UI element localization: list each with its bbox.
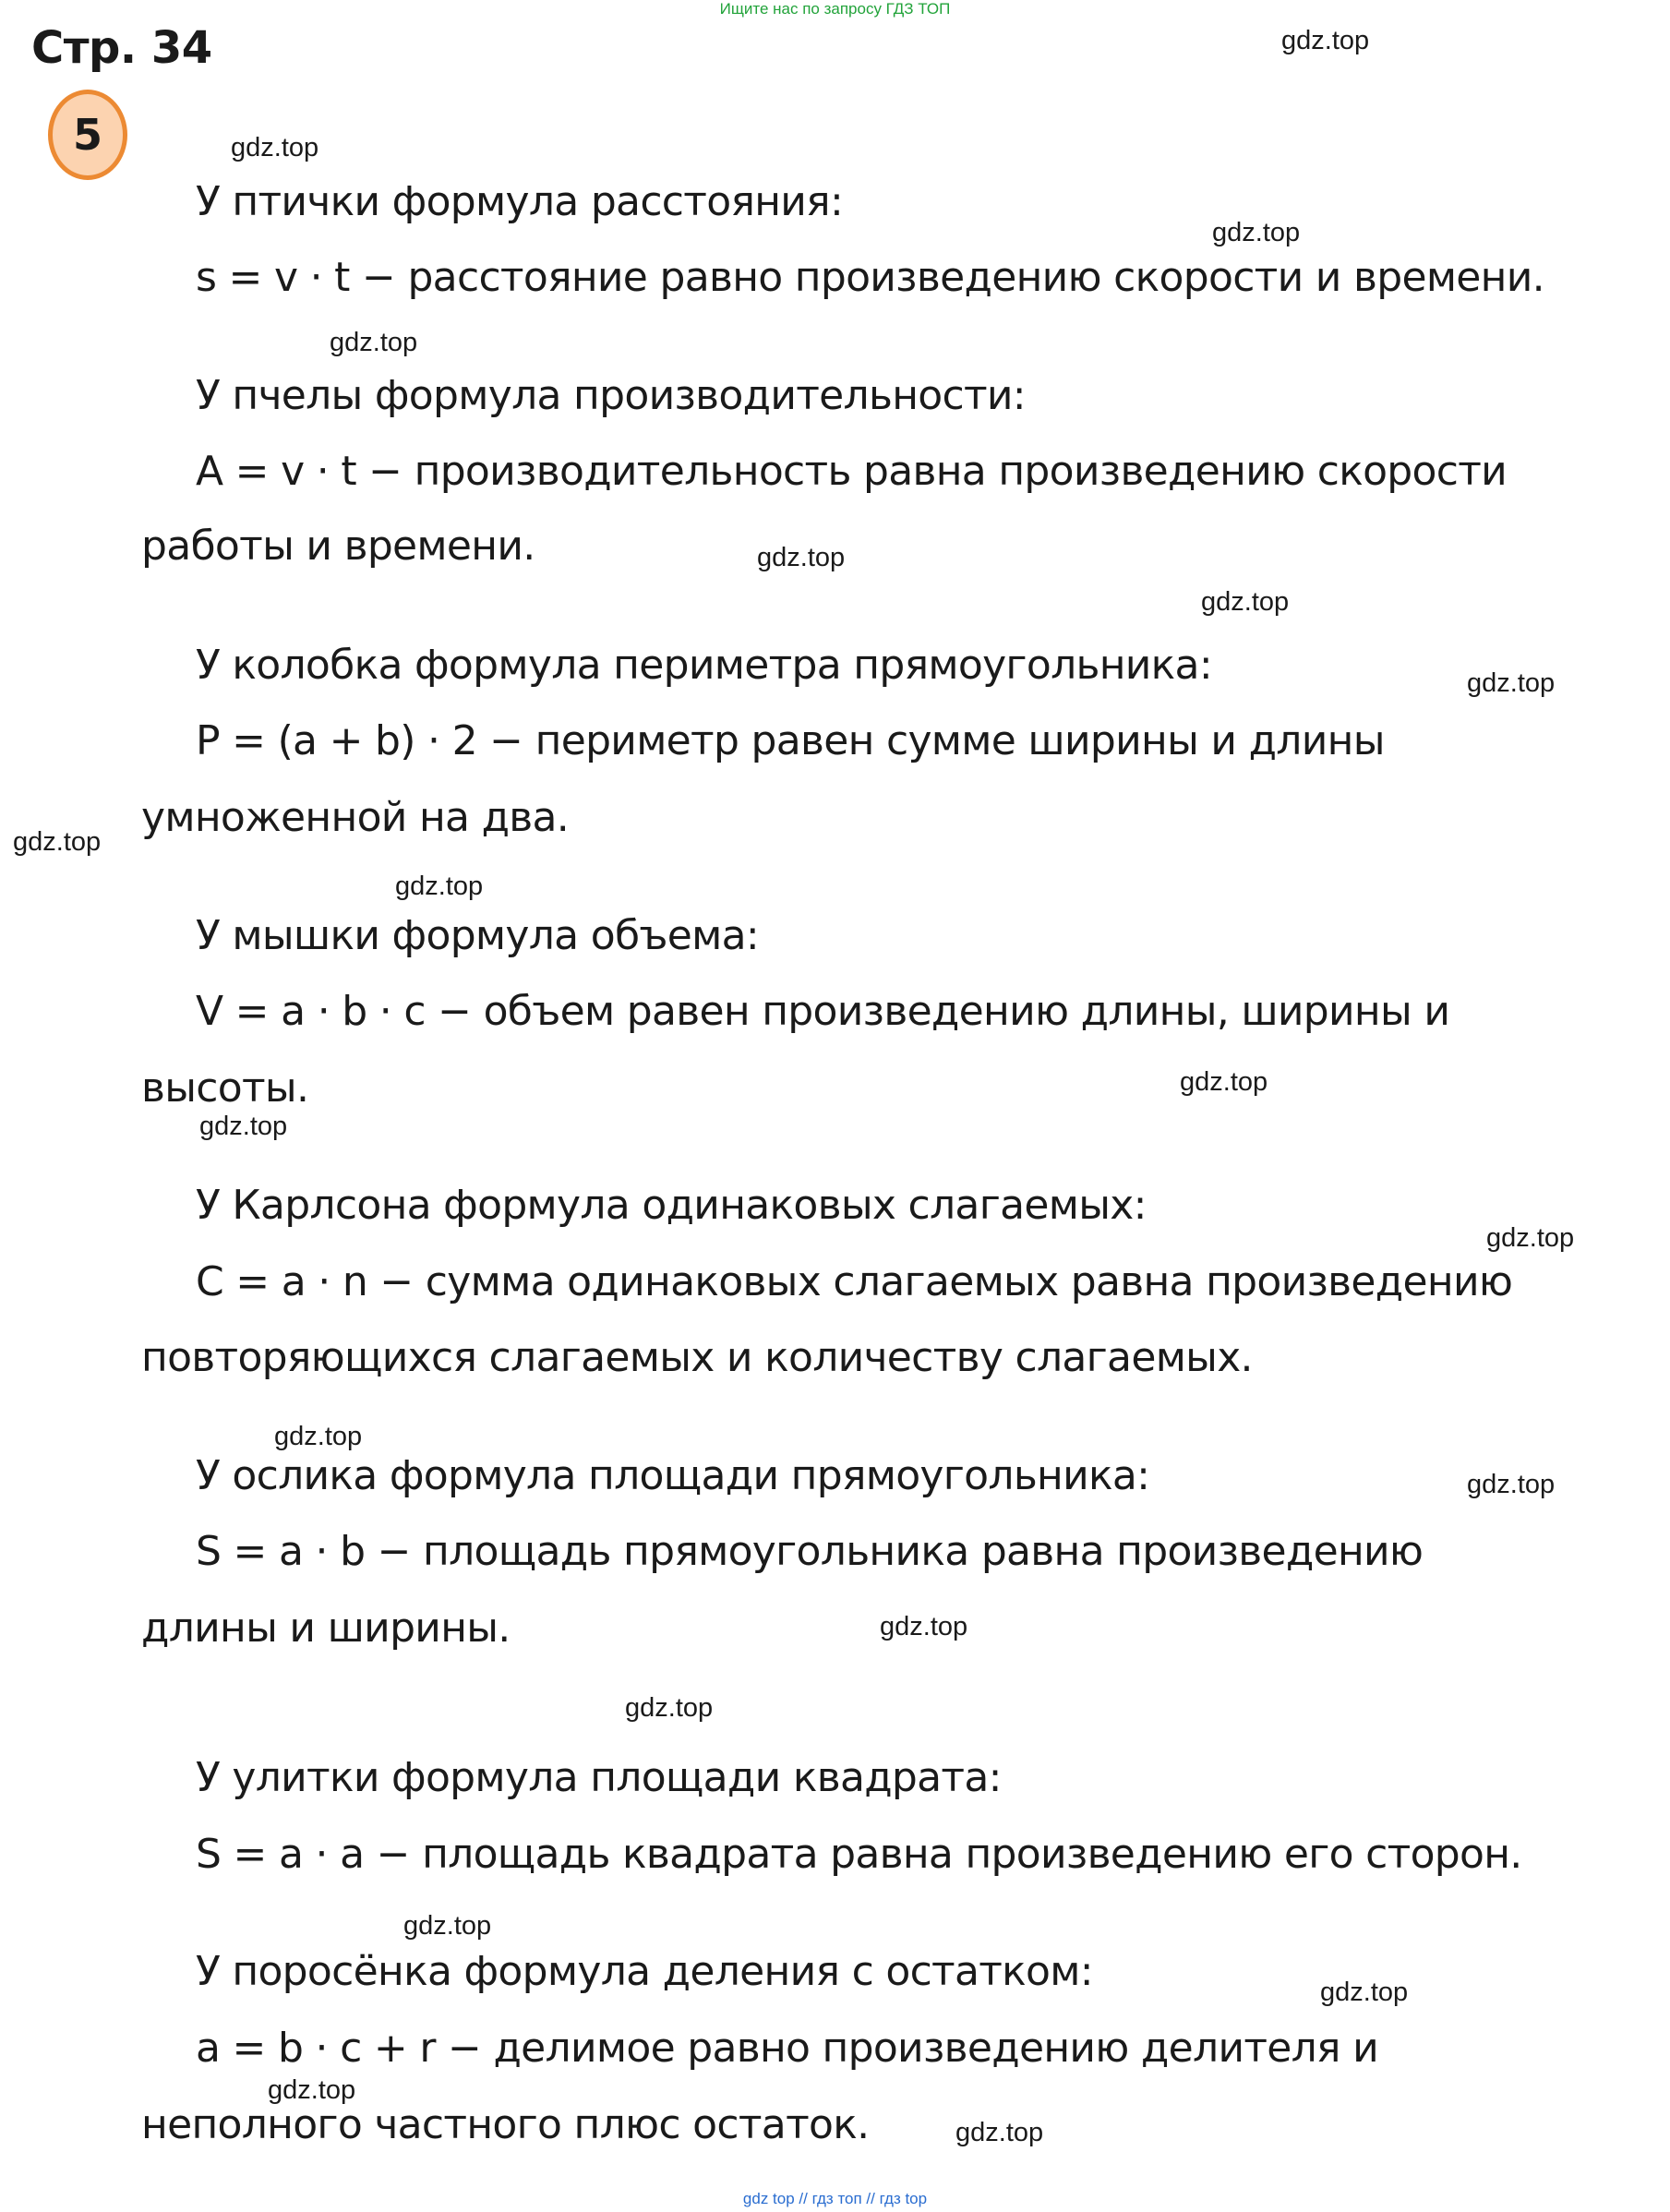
watermark: gdz.top — [1467, 1470, 1556, 1499]
piglet-formula-line2: неполного частного плюс остаток. — [141, 2101, 870, 2148]
mouse-heading: У мышки формула объема: — [196, 912, 760, 959]
bird-heading: У птички формула расстояния: — [196, 178, 844, 225]
page-reference: Стр. 34 — [31, 22, 212, 74]
watermark: gdz.top — [1212, 218, 1301, 247]
donkey-heading: У ослика формула площади прямоугольника: — [196, 1452, 1150, 1499]
task-number-badge — [48, 90, 127, 180]
snail-formula: S = a · a − площадь квадрата равна произведению его сторон. — [196, 1831, 1522, 1878]
watermark: gdz.top — [1486, 1223, 1575, 1253]
kolobok-formula-line2: умноженной на два. — [141, 794, 570, 841]
watermark: gdz.top — [403, 1911, 492, 1941]
watermark: gdz.top — [757, 543, 846, 572]
kolobok-formula-line1: P = (a + b) · 2 − периметр равен сумме ширины и длины — [196, 717, 1385, 764]
snail-heading: У улитки формула площади квадрата: — [196, 1754, 1002, 1801]
watermark: gdz.top — [330, 328, 418, 357]
watermark: gdz.top — [395, 872, 484, 901]
watermark: gdz.top — [955, 2118, 1044, 2147]
watermark: gdz.top — [1281, 26, 1370, 55]
donkey-formula-line1: S = a · b − площадь прямоугольника равна произведению — [196, 1528, 1424, 1575]
piglet-heading: У поросёнка формула деления с остатком: — [196, 1948, 1093, 1995]
piglet-formula-line1: a = b · c + r − делимое равно произведению делителя и — [196, 2025, 1379, 2072]
carlson-formula-line1: C = a · n − сумма одинаковых слагаемых равна произведению — [196, 1258, 1513, 1305]
mouse-formula-line1: V = a · b · c − объем равен произведению длины, ширины и — [196, 988, 1450, 1035]
watermark: gdz.top — [625, 1693, 714, 1723]
bee-formula-line2: работы и времени. — [141, 523, 535, 570]
watermark: gdz.top — [1180, 1067, 1268, 1097]
watermark: gdz.top — [1467, 668, 1556, 698]
watermark: gdz.top — [231, 133, 319, 162]
footer: gdz top // гдз топ // гдз top — [742, 2190, 928, 2207]
bee-formula-line1: A = v · t − производительность равна произведению скорости — [196, 448, 1508, 495]
mouse-formula-line2: высоты. — [141, 1064, 309, 1112]
watermark: gdz.top — [880, 1612, 968, 1641]
task-number: 5 — [72, 110, 102, 160]
kolobok-heading: У колобка формула периметра прямоугольника: — [196, 642, 1212, 689]
watermark: gdz.top — [199, 1112, 288, 1141]
watermark: gdz.top — [268, 2075, 356, 2105]
donkey-formula-line2: длины и ширины. — [141, 1605, 511, 1652]
bee-heading: У пчелы формула производительности: — [196, 372, 1026, 419]
watermark: gdz.top — [13, 827, 102, 857]
carlson-heading: У Карлсона формула одинаковых слагаемых: — [196, 1182, 1147, 1229]
watermark: gdz.top — [1201, 587, 1290, 617]
watermark: gdz.top — [1320, 1978, 1409, 2007]
carlson-formula-line2: повторяющихся слагаемых и количеству слагаемых. — [141, 1334, 1253, 1381]
top-banner: Ищите нас по запросу ГДЗ ТОП — [719, 0, 951, 18]
bird-formula: s = v · t − расстояние равно произведению скорости и времени. — [196, 254, 1544, 301]
watermark: gdz.top — [274, 1422, 363, 1451]
